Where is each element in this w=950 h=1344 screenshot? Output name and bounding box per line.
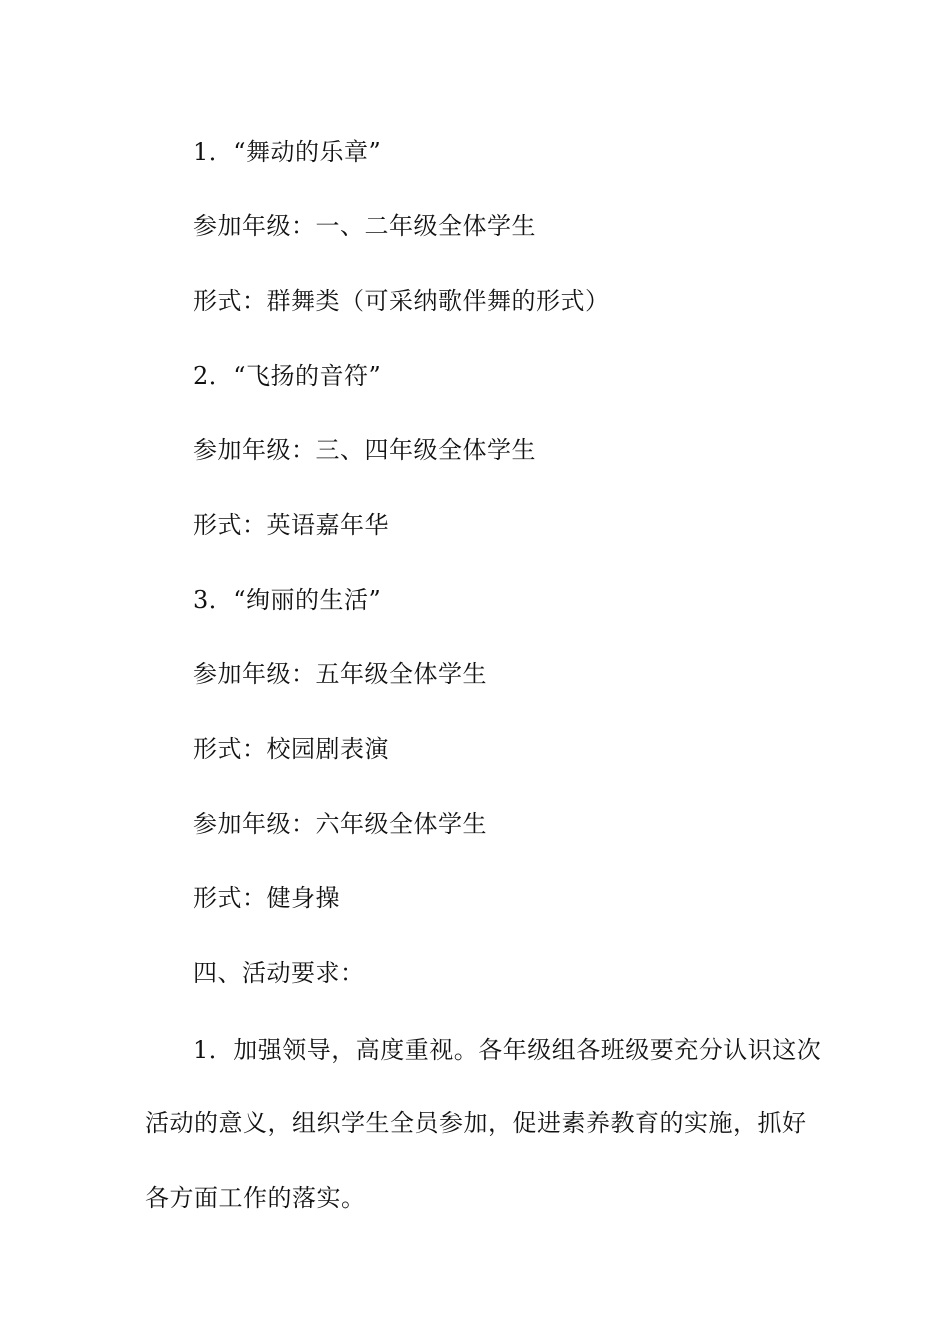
item-3-form: 形式：校园剧表演 bbox=[193, 735, 389, 763]
item-1-grade: 参加年级：一、二年级全体学生 bbox=[193, 212, 536, 240]
item-3-title: 3．“绚丽的生活” bbox=[193, 586, 382, 614]
item-2-form: 形式：英语嘉年华 bbox=[193, 511, 389, 539]
item-1-form: 形式：群舞类（可采纳歌伴舞的形式） bbox=[193, 287, 610, 315]
requirement-paragraph-line-3: 各方面工作的落实。 bbox=[145, 1184, 366, 1212]
requirement-paragraph-line-1: 1．加强领导，高度重视。各年级组各班级要充分认识这次 bbox=[193, 1036, 822, 1064]
requirement-paragraph-line-2: 活动的意义，组织学生全员参加，促进素养教育的实施，抓好 bbox=[145, 1109, 807, 1137]
section-heading: 四、活动要求： bbox=[193, 959, 365, 987]
item-2-title: 2．“飞扬的音符” bbox=[193, 362, 382, 390]
item-4-form: 形式：健身操 bbox=[193, 884, 340, 912]
item-1-title: 1．“舞动的乐章” bbox=[193, 138, 382, 166]
item-4-grade: 参加年级：六年级全体学生 bbox=[193, 810, 487, 838]
item-3-grade: 参加年级：五年级全体学生 bbox=[193, 660, 487, 688]
item-2-grade: 参加年级：三、四年级全体学生 bbox=[193, 436, 536, 464]
